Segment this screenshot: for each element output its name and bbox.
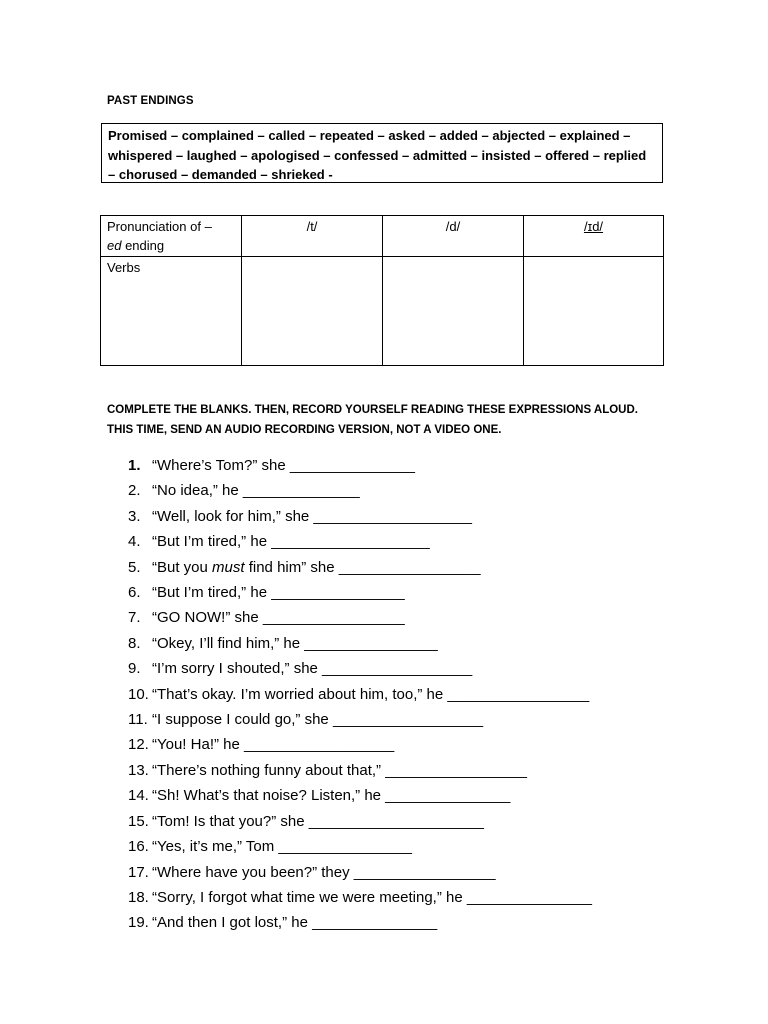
item-number: 9. <box>128 660 141 678</box>
item-number: 16. <box>128 838 149 856</box>
header-label-part2: ending <box>121 238 165 253</box>
item-number: 17. <box>128 863 149 881</box>
item-text: “No idea,” he ______________ <box>152 482 360 500</box>
list-item <box>128 478 592 503</box>
word-box-line: whispered – laughed – apologised – confessed – admitted – insisted – offered – replied <box>108 147 647 163</box>
item-text-pre: “But you <box>152 558 213 576</box>
list-item <box>128 707 592 732</box>
item-number: 19. <box>128 914 149 932</box>
list-item <box>128 809 592 834</box>
page-heading: PAST ENDINGS <box>107 95 194 107</box>
item-number: 2. <box>128 482 141 500</box>
exercise-list <box>128 453 592 936</box>
item-text: “Yes, it’s me,” Tom ________________ <box>152 838 412 856</box>
item-number: 8. <box>128 634 141 652</box>
item-number: 11. <box>128 711 148 729</box>
item-number: 18. <box>128 888 149 906</box>
verbs-d-cell[interactable] <box>383 257 524 366</box>
item-number: 14. <box>128 787 149 805</box>
verbs-label-cell <box>101 257 242 366</box>
header-d-cell <box>383 216 524 257</box>
item-number: 15. <box>128 812 149 830</box>
table-header-row <box>101 216 664 257</box>
list-item <box>128 453 592 478</box>
list-item <box>128 758 592 783</box>
header-label-ed: ed <box>107 238 122 253</box>
item-text: “Where have you been?” they _________________ <box>152 863 496 881</box>
item-text: “But I’m tired,” he ___________________ <box>152 533 430 551</box>
item-text: “GO NOW!” she _________________ <box>152 609 405 627</box>
header-pronunciation-cell <box>101 216 242 257</box>
item-text: “Sorry, I forgot what time we were meeting,” he _______________ <box>152 888 592 906</box>
list-item <box>128 656 592 681</box>
list-item <box>128 605 592 630</box>
item-number: 5. <box>128 558 141 576</box>
list-item <box>128 834 592 859</box>
verbs-label: Verbs <box>107 260 141 275</box>
item-text-post: find him” she _________________ <box>244 558 481 576</box>
instructions-text: COMPLETE THE BLANKS. THEN, RECORD YOURSELF READING THESE EXPRESSIONS ALOUD. THIS TIME, SEND AN AUDIO RECORDING VERSION, NOT A VIDEO ONE. <box>107 404 638 436</box>
list-item <box>128 580 592 605</box>
pronunciation-table <box>100 215 664 366</box>
item-text-emphasis: must <box>212 558 245 576</box>
item-text: “Sh! What’s that noise? Listen,” he _______________ <box>152 787 511 805</box>
list-item <box>128 555 592 580</box>
header-t-cell <box>242 216 383 257</box>
list-item <box>128 732 592 757</box>
list-item <box>128 504 592 529</box>
header-id-label: /ɪd/ <box>583 219 604 234</box>
item-number: 12. <box>128 736 149 754</box>
item-text: “You! Ha!” he __________________ <box>152 736 395 754</box>
list-item <box>128 529 592 554</box>
verbs-id-cell[interactable] <box>524 257 664 366</box>
item-number: 1. <box>128 457 141 474</box>
item-number: 7. <box>128 609 141 627</box>
item-text: “Where’s Tom?” she _______________ <box>152 457 415 474</box>
list-item <box>128 682 592 707</box>
item-text: “That’s okay. I’m worried about him, too,” he _________________ <box>152 685 590 703</box>
item-number: 4. <box>128 533 141 551</box>
word-box-line: – chorused – demanded – shrieked - <box>108 167 333 182</box>
item-number: 13. <box>128 761 149 779</box>
item-text: “Well, look for him,” she ___________________ <box>152 507 472 525</box>
item-text: “And then I got lost,” he _______________ <box>152 914 438 932</box>
header-id-cell <box>524 216 664 257</box>
item-text: “Tom! Is that you?” she _____________________ <box>152 812 484 830</box>
item-text: “I suppose I could go,” she __________________ <box>152 711 484 729</box>
list-item <box>128 783 592 808</box>
list-item <box>128 631 592 656</box>
item-text: “Okey, I’ll find him,” he ________________ <box>152 634 438 652</box>
header-label-part1: Pronunciation of – <box>107 219 212 234</box>
item-number: 6. <box>128 584 141 602</box>
item-text: “There’s nothing funny about that,” _________________ <box>152 761 528 779</box>
header-d-label: /d/ <box>445 219 461 234</box>
item-number: 3. <box>128 507 141 525</box>
header-t-label: /t/ <box>306 219 318 234</box>
item-text: “I’m sorry I shouted,” she __________________ <box>152 660 473 678</box>
verb-word-box <box>101 123 663 183</box>
list-item <box>128 910 592 935</box>
table-verbs-row <box>101 257 664 366</box>
item-number: 10. <box>128 685 149 703</box>
word-box-line: Promised – complained – called – repeated – asked – added – abjected – explained – <box>108 128 631 143</box>
list-item <box>128 885 592 910</box>
item-text: “But I’m tired,” he ________________ <box>152 584 405 602</box>
list-item <box>128 860 592 885</box>
verbs-t-cell[interactable] <box>242 257 383 366</box>
